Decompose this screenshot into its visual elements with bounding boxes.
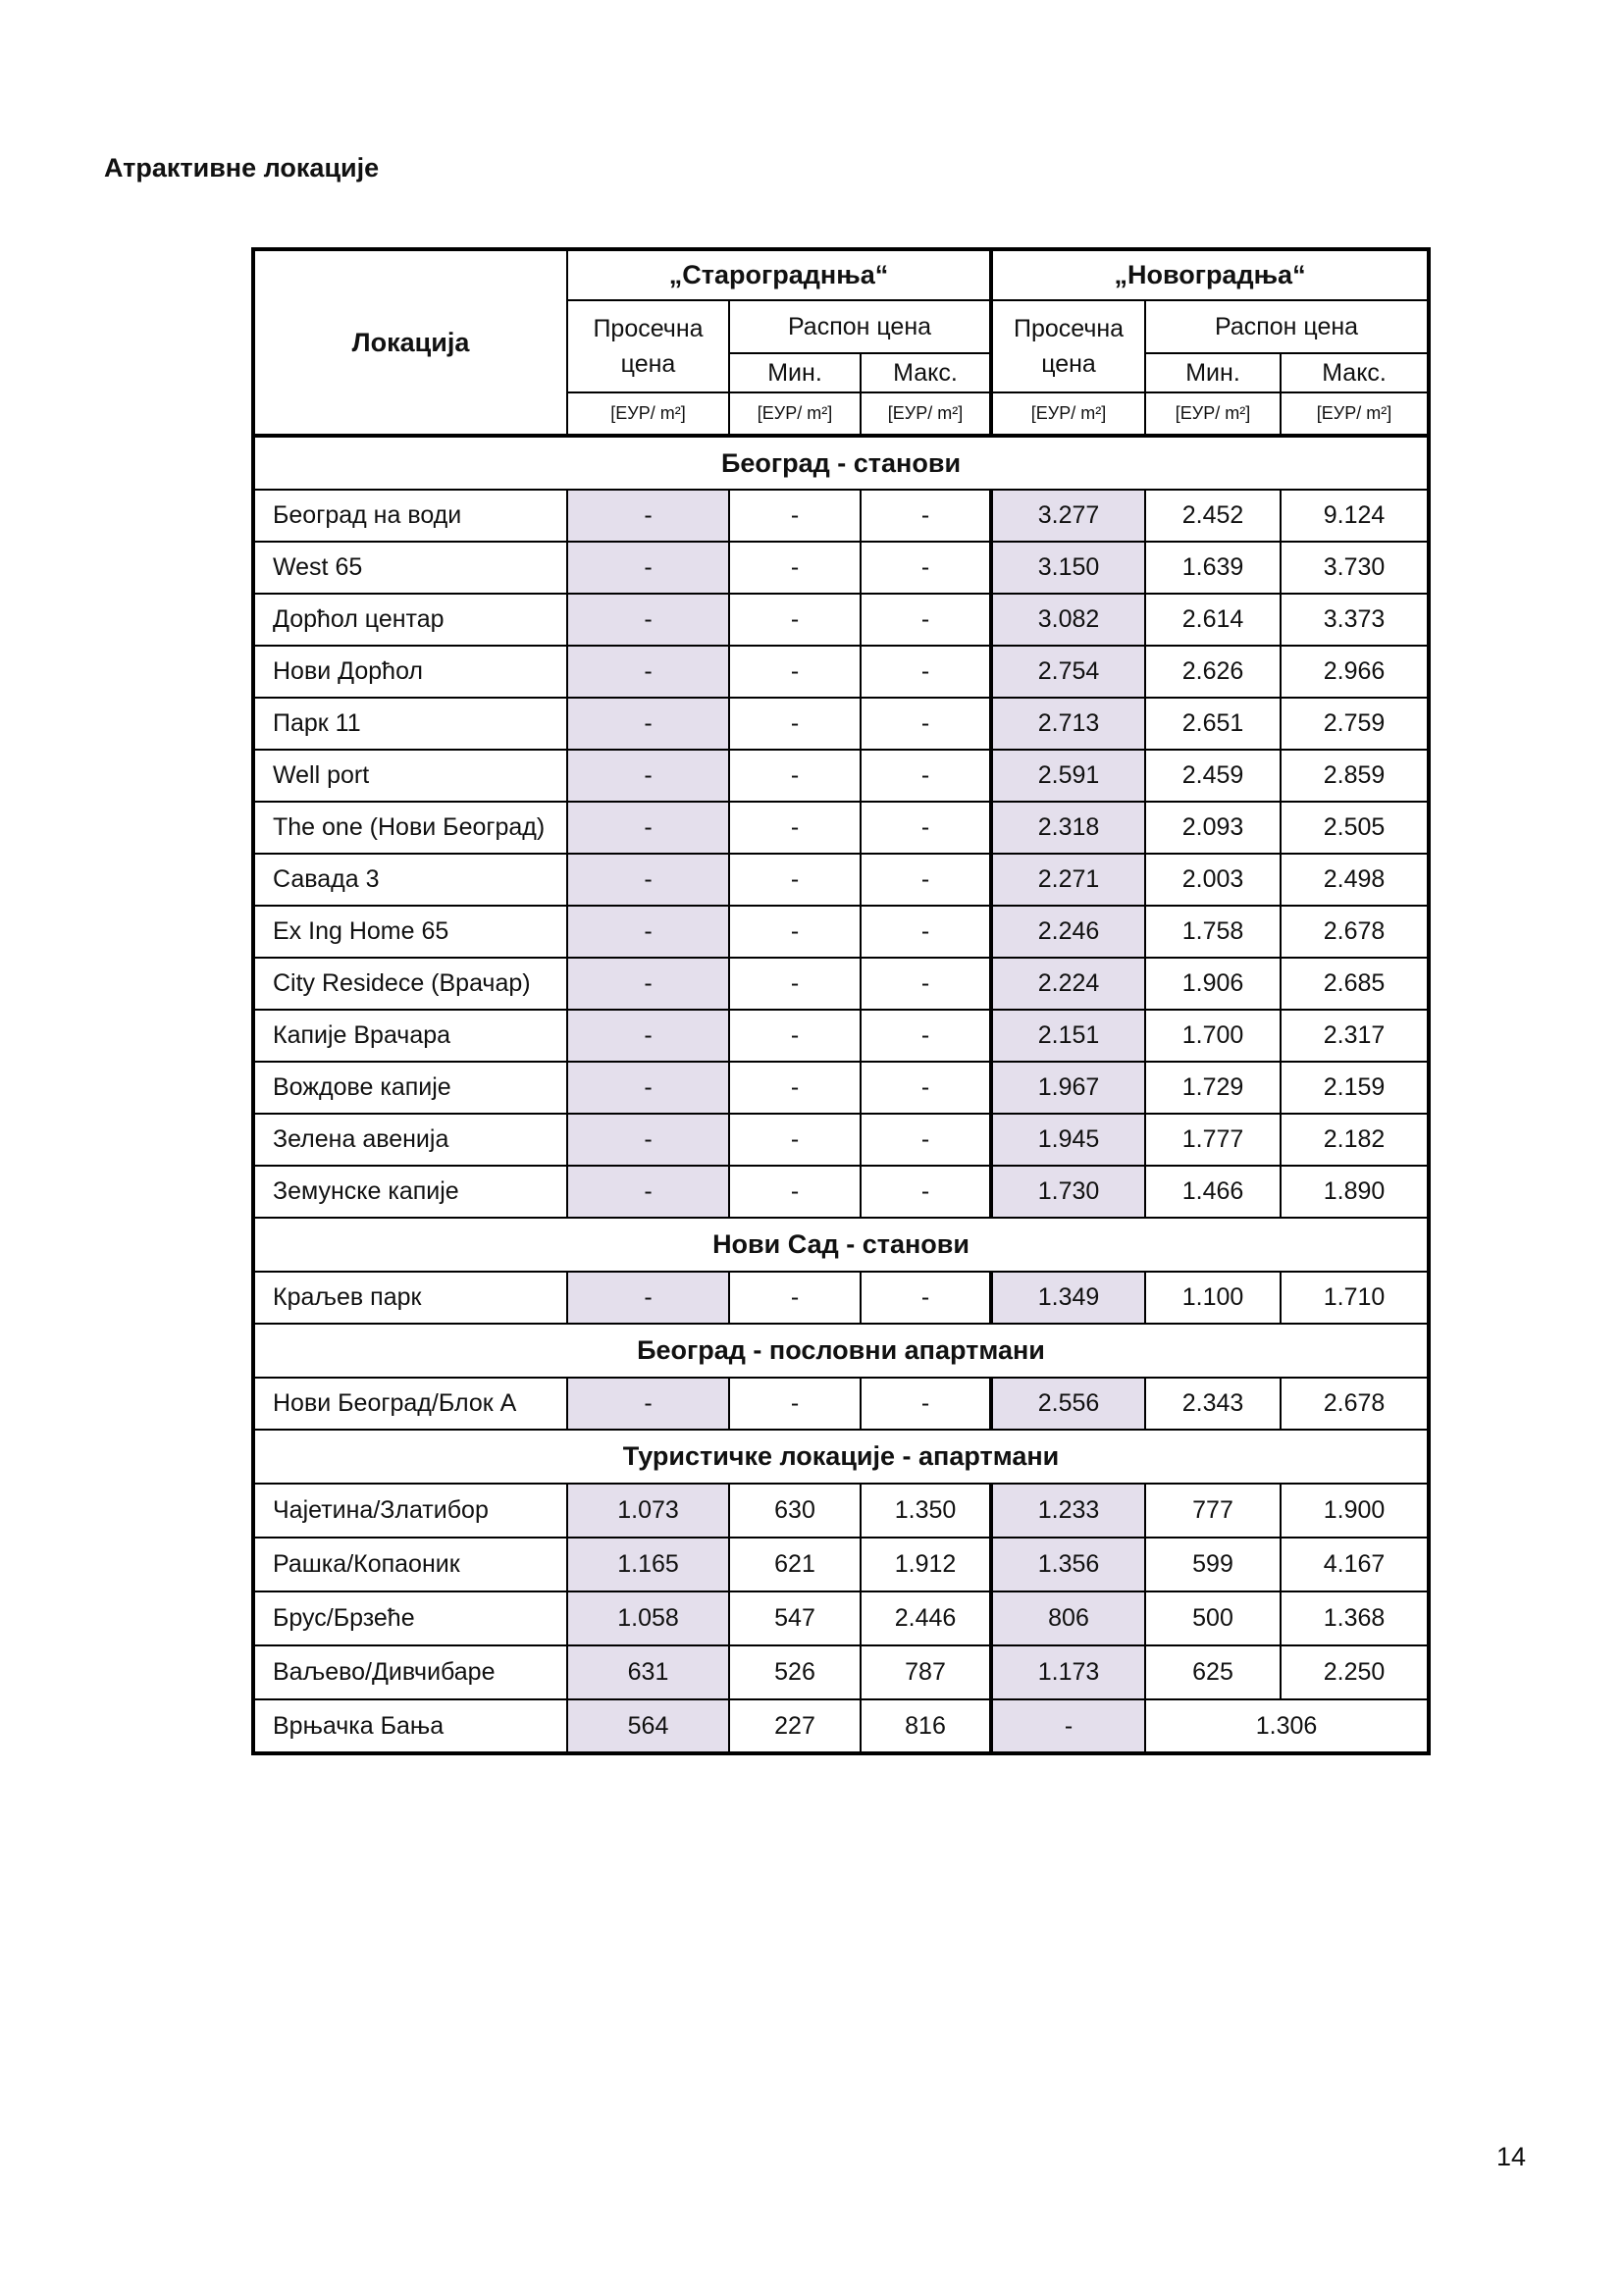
old-max-cell: - [861,1272,991,1324]
old-avg-price-cell: - [567,542,729,594]
old-max-cell: - [861,1114,991,1166]
table-row [253,646,1429,698]
new-avg-price-cell: 2.591 [991,750,1145,802]
unit-label: [ЕУР/ m²] [567,392,729,436]
new-min-cell: 2.093 [1145,802,1281,854]
old-max-cell: - [861,1166,991,1218]
location-cell: Врњачка Бања [253,1699,567,1753]
new-min-cell: 1.700 [1145,1010,1281,1062]
old-max-cell: 2.446 [861,1591,991,1645]
old-max-cell: - [861,958,991,1010]
table-row [253,1645,1429,1699]
old-construction-header: „Старограднња“ [567,249,991,300]
new-max-header: Макс. [1281,353,1429,392]
table-row [253,906,1429,958]
location-cell: Ex Ing Home 65 [253,906,567,958]
new-avg-price-cell: 2.556 [991,1378,1145,1430]
old-avg-price-cell: 1.058 [567,1591,729,1645]
new-min-header: Мин. [1145,353,1281,392]
new-avg-price-cell: 2.754 [991,646,1145,698]
table-row [253,1484,1429,1538]
new-avg-price-cell: 2.318 [991,802,1145,854]
price-table [251,247,1431,1755]
old-min-cell: 621 [729,1538,861,1591]
old-max-cell: 1.912 [861,1538,991,1591]
location-cell: Савада 3 [253,854,567,906]
old-min-cell: - [729,1114,861,1166]
old-max-cell: 1.350 [861,1484,991,1538]
old-min-cell: 547 [729,1591,861,1645]
old-min-cell: - [729,1272,861,1324]
new-max-cell: 2.859 [1281,750,1429,802]
new-max-cell: 2.678 [1281,906,1429,958]
location-cell: City Residece (Врачар) [253,958,567,1010]
new-avg-price-cell: 3.277 [991,490,1145,542]
new-max-cell: 3.730 [1281,542,1429,594]
new-min-cell: 1.100 [1145,1272,1281,1324]
old-avg-price-cell: - [567,1378,729,1430]
old-max-cell: - [861,1010,991,1062]
old-avg-price-cell: - [567,906,729,958]
old-min-cell: - [729,1010,861,1062]
table-row [253,1114,1429,1166]
location-cell: Нови Београд/Блок А [253,1378,567,1430]
new-price-range-header: Распон цена [1145,300,1429,353]
table-row [253,594,1429,646]
old-min-cell: - [729,698,861,750]
old-avg-price-cell: 564 [567,1699,729,1753]
new-max-cell: 2.678 [1281,1378,1429,1430]
old-avg-price-cell: 631 [567,1645,729,1699]
new-avg-price-cell: - [991,1699,1145,1753]
page-number: 14 [1496,2142,1527,2171]
location-cell: Београд на води [253,490,567,542]
new-max-cell: 1.710 [1281,1272,1429,1324]
new-max-cell: 2.759 [1281,698,1429,750]
new-avg-price-cell: 2.246 [991,906,1145,958]
new-max-cell: 2.250 [1281,1645,1429,1699]
new-max-cell: 1.368 [1281,1591,1429,1645]
old-max-cell: - [861,698,991,750]
table-row [253,698,1429,750]
old-avg-price-cell: - [567,1010,729,1062]
unit-label: [ЕУР/ m²] [1145,392,1281,436]
new-avg-price-cell: 2.713 [991,698,1145,750]
section-row [253,1324,1429,1378]
section-row [253,1430,1429,1484]
old-price-range-header: Распон цена [729,300,991,353]
old-max-cell: - [861,594,991,646]
location-cell: West 65 [253,542,567,594]
old-avg-price-cell: - [567,854,729,906]
old-avg-price-cell: 1.073 [567,1484,729,1538]
new-max-cell: 2.685 [1281,958,1429,1010]
table-row [253,1166,1429,1218]
new-min-cell: 2.651 [1145,698,1281,750]
old-avg-price-cell: - [567,1114,729,1166]
old-min-cell: - [729,646,861,698]
old-avg-price-cell: - [567,802,729,854]
new-avg-price-cell: 1.349 [991,1272,1145,1324]
old-max-cell: - [861,490,991,542]
new-min-cell: 599 [1145,1538,1281,1591]
table-row [253,854,1429,906]
new-min-cell: 777 [1145,1484,1281,1538]
new-max-cell: 4.167 [1281,1538,1429,1591]
old-min-cell: - [729,854,861,906]
new-max-cell: 3.373 [1281,594,1429,646]
new-min-cell: 2.343 [1145,1378,1281,1430]
new-avg-price-header: Просечна цена [991,300,1145,392]
new-max-cell: 1.890 [1281,1166,1429,1218]
new-avg-price-cell: 1.730 [991,1166,1145,1218]
table-row [253,1010,1429,1062]
new-max-cell: 2.498 [1281,854,1429,906]
new-min-cell: 1.466 [1145,1166,1281,1218]
new-min-cell: 2.626 [1145,646,1281,698]
location-cell: Краљев парк [253,1272,567,1324]
old-avg-price-cell: - [567,490,729,542]
old-min-cell: - [729,1166,861,1218]
table-row [253,802,1429,854]
old-avg-price-cell: - [567,1272,729,1324]
new-max-cell: 1.900 [1281,1484,1429,1538]
section-row [253,1218,1429,1272]
new-max-cell: 9.124 [1281,490,1429,542]
unit-label: [ЕУР/ m²] [991,392,1145,436]
old-max-cell: - [861,750,991,802]
old-min-cell: - [729,906,861,958]
old-max-cell: 816 [861,1699,991,1753]
new-avg-price-cell: 1.967 [991,1062,1145,1114]
new-min-cell: 1.906 [1145,958,1281,1010]
old-avg-price-cell: - [567,1166,729,1218]
page-heading: Атрактивне локације [104,153,380,183]
location-cell: Капије Врачара [253,1010,567,1062]
location-cell: The one (Нови Београд) [253,802,567,854]
location-cell: Зелена авенија [253,1114,567,1166]
new-min-cell: 500 [1145,1591,1281,1645]
new-construction-header: „Новоградња“ [991,249,1429,300]
location-cell: Брус/Брзеће [253,1591,567,1645]
table-body [253,436,1429,1753]
old-avg-price-cell: - [567,646,729,698]
location-cell: Чајетина/Златибор [253,1484,567,1538]
old-max-cell: - [861,802,991,854]
location-cell: Нови Дорћол [253,646,567,698]
old-min-header: Мин. [729,353,861,392]
new-avg-price-cell: 1.945 [991,1114,1145,1166]
section-title: Београд - пословни апартмани [253,1324,1429,1378]
new-avg-price-cell: 1.356 [991,1538,1145,1591]
old-max-cell: 787 [861,1645,991,1699]
old-max-cell: - [861,1378,991,1430]
table-row [253,1538,1429,1591]
old-max-cell: - [861,1062,991,1114]
section-title: Београд - станови [253,436,1429,490]
location-cell: Well port [253,750,567,802]
location-cell: Дорћол центар [253,594,567,646]
new-avg-price-cell: 2.151 [991,1010,1145,1062]
new-avg-price-cell: 1.173 [991,1645,1145,1699]
new-avg-price-cell: 3.150 [991,542,1145,594]
table-row [253,1378,1429,1430]
table-row [253,542,1429,594]
old-avg-price-header: Просечна цена [567,300,729,392]
new-avg-price-cell: 3.082 [991,594,1145,646]
location-cell: Вождове капије [253,1062,567,1114]
old-min-cell: - [729,1378,861,1430]
unit-label: [ЕУР/ m²] [729,392,861,436]
new-max-cell: 2.317 [1281,1010,1429,1062]
location-cell: Рашка/Копаоник [253,1538,567,1591]
section-title: Туристичке локације - апартмани [253,1430,1429,1484]
new-min-cell: 2.459 [1145,750,1281,802]
old-min-cell: 630 [729,1484,861,1538]
old-min-cell: - [729,594,861,646]
old-min-cell: - [729,802,861,854]
old-max-header: Макс. [861,353,991,392]
section-title: Нови Сад - станови [253,1218,1429,1272]
new-min-cell: 2.003 [1145,854,1281,906]
new-max-cell: 2.182 [1281,1114,1429,1166]
new-max-cell: 2.505 [1281,802,1429,854]
new-min-cell: 1.639 [1145,542,1281,594]
new-avg-price-cell: 1.233 [991,1484,1145,1538]
old-avg-price-cell: - [567,698,729,750]
old-min-cell: - [729,490,861,542]
table-header [253,249,1429,436]
old-max-cell: - [861,542,991,594]
old-avg-price-cell: - [567,1062,729,1114]
old-min-cell: 526 [729,1645,861,1699]
new-min-cell: 625 [1145,1645,1281,1699]
old-min-cell: - [729,542,861,594]
table-row [253,1699,1429,1753]
new-avg-price-cell: 2.271 [991,854,1145,906]
old-avg-price-cell: - [567,958,729,1010]
new-min-cell: 2.614 [1145,594,1281,646]
table-row [253,490,1429,542]
location-cell: Ваљево/Дивчибаре [253,1645,567,1699]
old-avg-price-cell: - [567,594,729,646]
table-row [253,750,1429,802]
new-range-merged-cell: 1.306 [1145,1699,1429,1753]
new-min-cell: 1.777 [1145,1114,1281,1166]
old-avg-price-cell: - [567,750,729,802]
location-cell: Земунске капије [253,1166,567,1218]
old-min-cell: 227 [729,1699,861,1753]
table-row [253,1272,1429,1324]
new-min-cell: 2.452 [1145,490,1281,542]
old-max-cell: - [861,906,991,958]
table-row [253,1591,1429,1645]
location-column-header: Локација [253,249,567,436]
old-min-cell: - [729,1062,861,1114]
table-row [253,1062,1429,1114]
new-max-cell: 2.159 [1281,1062,1429,1114]
section-row [253,436,1429,490]
old-min-cell: - [729,750,861,802]
old-max-cell: - [861,854,991,906]
new-avg-price-cell: 806 [991,1591,1145,1645]
old-avg-price-cell: 1.165 [567,1538,729,1591]
old-min-cell: - [729,958,861,1010]
old-max-cell: - [861,646,991,698]
new-avg-price-cell: 2.224 [991,958,1145,1010]
unit-label: [ЕУР/ m²] [1281,392,1429,436]
new-max-cell: 2.966 [1281,646,1429,698]
unit-label: [ЕУР/ m²] [861,392,991,436]
new-min-cell: 1.758 [1145,906,1281,958]
table-row [253,958,1429,1010]
location-cell: Парк 11 [253,698,567,750]
new-min-cell: 1.729 [1145,1062,1281,1114]
